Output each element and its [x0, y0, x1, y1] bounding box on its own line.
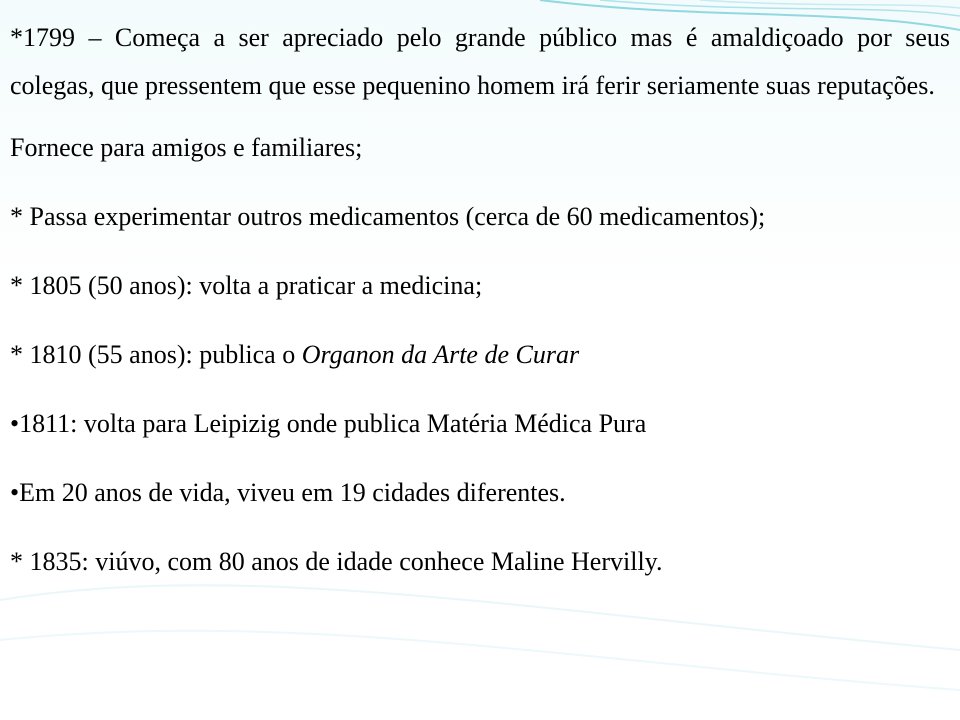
paragraph-1811: •1811: volta para Leipizig onde publica Matéria Médica Pura — [10, 409, 647, 438]
paragraph-1805: * 1805 (50 anos): volta a praticar a medicina; — [10, 271, 483, 300]
paragraph-medicamentos: * Passa experimentar outros medicamentos (cerca de 60 medicamentos); — [10, 202, 766, 231]
paragraph-fornece: Fornece para amigos e familiares; — [10, 133, 363, 162]
paragraph-1810-prefix: * 1810 (55 anos): publica o — [10, 340, 302, 369]
organon-title: Organon da Arte de Curar — [301, 340, 580, 369]
wave-line-2 — [0, 631, 960, 690]
paragraph-1799: *1799 – Começa a ser apreciado pelo grande público mas é amaldiçoado por seus colegas, que pressentem que esse pequenino homem irá ferir seriamente suas reputações. — [10, 23, 950, 100]
slide-content — [10, 14, 950, 607]
paragraph-1835: * 1835: viúvo, com 80 anos de idade conhece Maline Hervilly. — [10, 547, 663, 576]
paragraph-1810 — [10, 331, 950, 379]
paragraph-cidades: •Em 20 anos de vida, viveu em 19 cidades diferentes. — [10, 478, 566, 507]
